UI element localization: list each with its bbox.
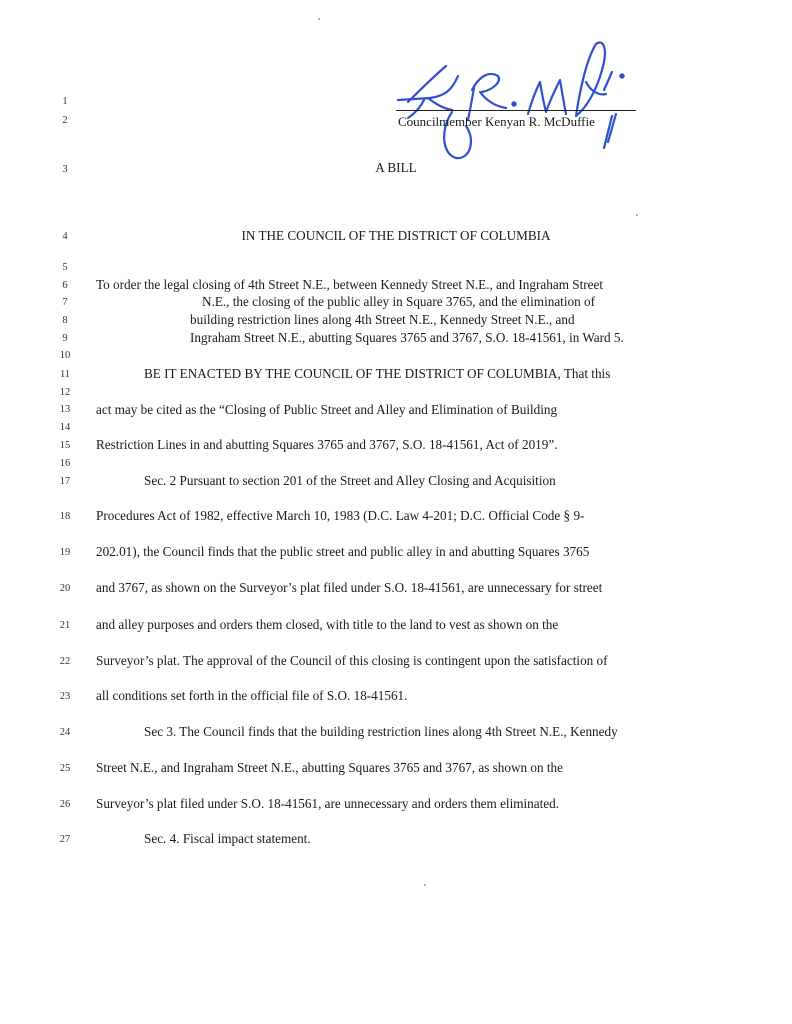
line-number: 12 — [59, 387, 71, 398]
line-number: 3 — [62, 164, 68, 175]
purpose-line: To order the legal closing of 4th Street N.E., between Kennedy Street N.E., and Ingraham Street — [96, 277, 604, 292]
purpose-line: N.E., the closing of the public alley in Square 3765, and the elimination of — [202, 294, 595, 309]
line-number: 11 — [59, 369, 71, 380]
body-line: Surveyor’s plat filed under S.O. 18-41561, are unnecessary and orders them eliminated. — [96, 796, 560, 811]
enacting-clause: BE IT ENACTED BY THE COUNCIL OF THE DISTRICT OF COLUMBIA, That this — [144, 366, 611, 381]
line-number: 7 — [62, 297, 68, 308]
line-number: 2 — [62, 115, 68, 126]
line-number: 23 — [59, 691, 71, 702]
line-number: 26 — [59, 799, 71, 810]
line-number: 10 — [59, 350, 71, 361]
council-heading: IN THE COUNCIL OF THE DISTRICT OF COLUMBIA — [241, 228, 551, 243]
line-number: 20 — [59, 583, 71, 594]
purpose-line: building restriction lines along 4th Street N.E., Kennedy Street N.E., and — [190, 312, 575, 327]
scan-speck — [424, 884, 426, 886]
scan-speck — [318, 18, 320, 20]
body-line: Restriction Lines in and abutting Squares 3765 and 3767, S.O. 18-41561, Act of 2019”. — [96, 437, 558, 452]
line-number: 5 — [62, 262, 68, 273]
line-number: 16 — [59, 458, 71, 469]
line-number: 19 — [59, 547, 71, 558]
section-3-heading: Sec 3. The Council finds that the building restriction lines along 4th Street N.E., Kennedy — [144, 724, 618, 739]
line-number: 6 — [62, 280, 68, 291]
line-number: 18 — [59, 511, 71, 522]
line-number: 4 — [62, 231, 68, 242]
line-number: 9 — [62, 333, 68, 344]
line-number: 25 — [59, 763, 71, 774]
body-line: act may be cited as the “Closing of Public Street and Alley and Elimination of Building — [96, 402, 558, 417]
line-number: 21 — [59, 620, 71, 631]
line-number: 17 — [59, 476, 71, 487]
signature-line — [396, 110, 636, 111]
body-line: and 3767, as shown on the Surveyor’s plat filed under S.O. 18-41561, are unnecessary for street — [96, 580, 603, 595]
body-line: Street N.E., and Ingraham Street N.E., abutting Squares 3765 and 3767, as shown on the — [96, 760, 563, 775]
bill-title: A BILL — [375, 160, 417, 175]
line-number: 27 — [59, 834, 71, 845]
line-number: 14 — [59, 422, 71, 433]
line-number: 24 — [59, 727, 71, 738]
body-line: 202.01), the Council finds that the public street and public alley in and abutting Squares 3765 — [96, 544, 590, 559]
purpose-line: Ingraham Street N.E., abutting Squares 3765 and 3767, S.O. 18-41561, in Ward 5. — [190, 330, 624, 345]
signatory-name: Councilmember Kenyan R. McDuffie — [398, 114, 595, 129]
body-line: all conditions set forth in the official file of S.O. 18-41561. — [96, 688, 408, 703]
section-4-heading: Sec. 4. Fiscal impact statement. — [144, 831, 311, 846]
body-line: Procedures Act of 1982, effective March 10, 1983 (D.C. Law 4-201; D.C. Official Code § 9- — [96, 508, 585, 523]
section-2-heading: Sec. 2 Pursuant to section 201 of the Street and Alley Closing and Acquisition — [144, 473, 556, 488]
scan-speck — [636, 214, 638, 216]
line-number: 1 — [62, 96, 68, 107]
body-line: Surveyor’s plat. The approval of the Council of this closing is contingent upon the satisfaction of — [96, 653, 608, 668]
line-number: 8 — [62, 315, 68, 326]
body-line: and alley purposes and orders them closed, with title to the land to vest as shown on the — [96, 617, 559, 632]
line-number: 22 — [59, 656, 71, 667]
line-number: 13 — [59, 404, 71, 415]
line-number: 15 — [59, 440, 71, 451]
